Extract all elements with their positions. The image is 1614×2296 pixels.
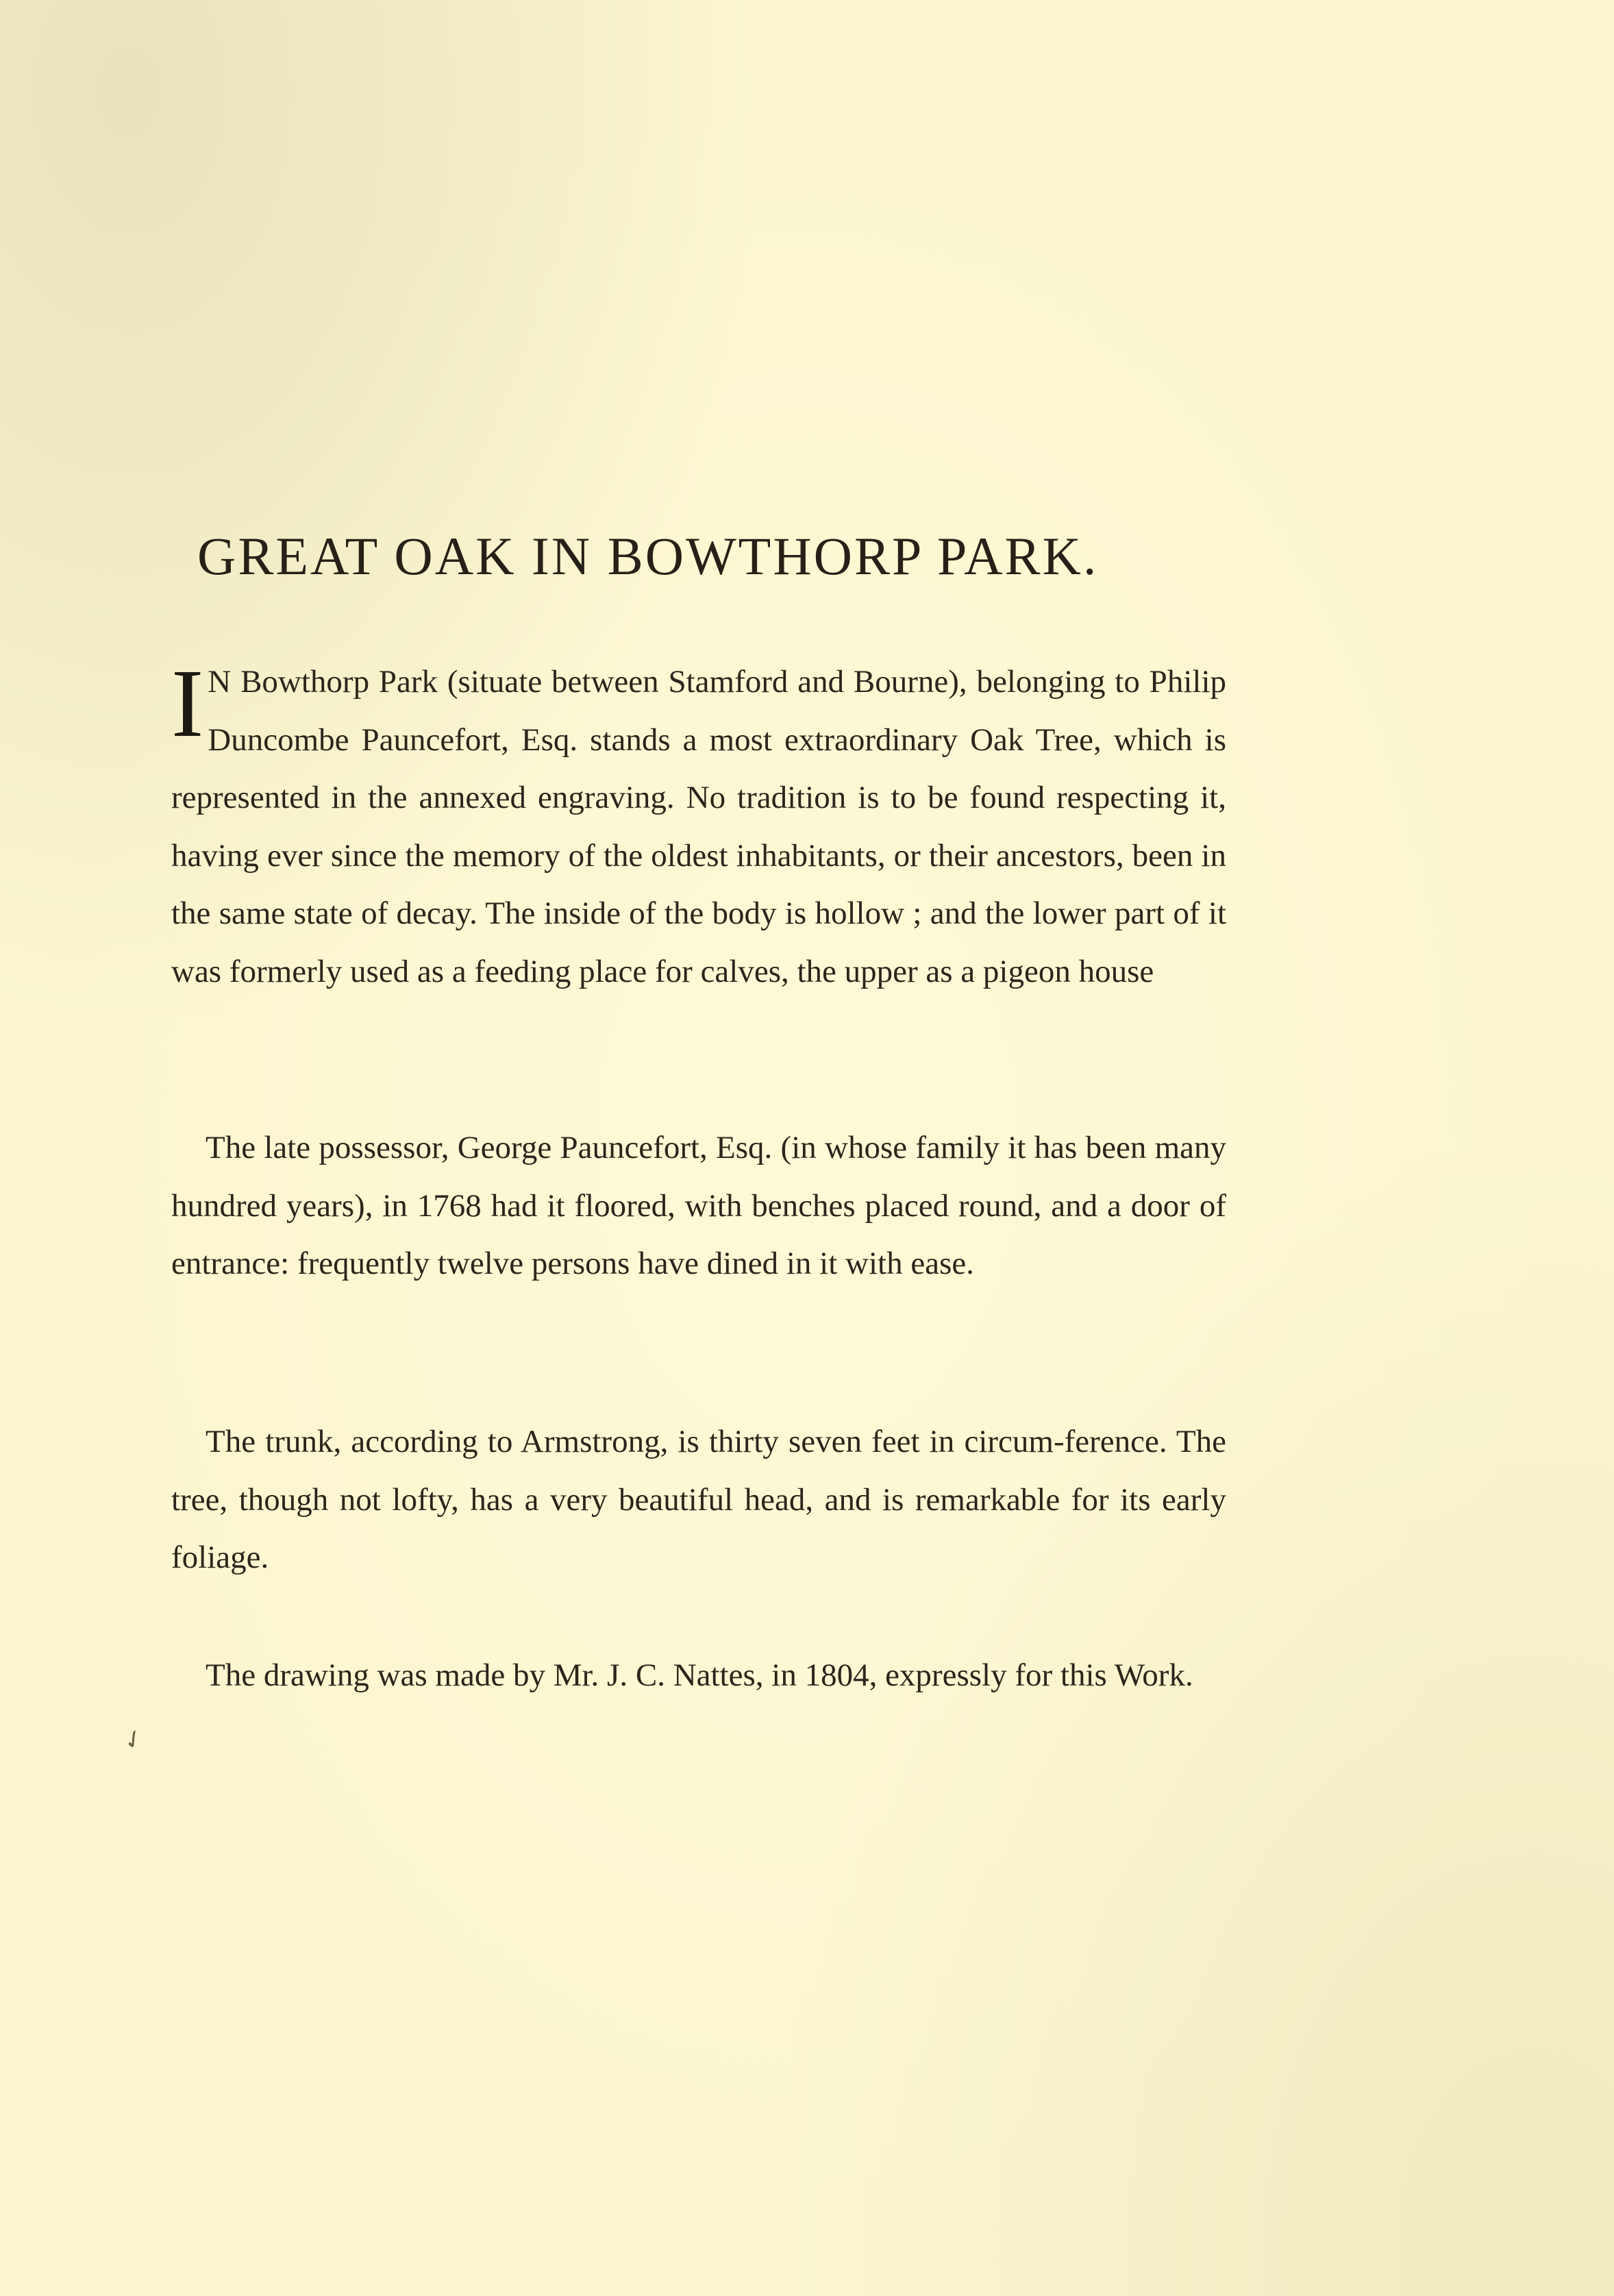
page-title: GREAT OAK IN BOWTHORP PARK.	[197, 526, 1099, 586]
drop-cap: I	[171, 649, 204, 757]
paragraph-4: The drawing was made by Mr. J. C. Nattes, in 1804, expressly for this Work.	[206, 1657, 1193, 1693]
paragraph-1	[171, 649, 1226, 1000]
paragraph-1-text: N Bowthorp Park (situate between Stamford and Bourne), belonging to Philip Duncombe Pauncefort, Esq. stands a most extraordinary Oak Tree, which is represented in the annexed engraving. No tradition is to be found respecting it, having ever since the memory of the oldest inhabitants, or their ancestors, been in the same state of decay. The inside of the body is hollow ; and the lower part of it was formerly used as a feeding place for calves, the upper as a pigeon house	[171, 664, 1226, 989]
margin-mark-icon: ✓	[118, 1723, 150, 1757]
paragraph-2: The late possessor, George Pauncefort, Esq. (in whose family it has been many hundred years), in 1768 had it floored, with benches placed round, and a door of entrance: frequently twelve persons have dined in it with ease.	[171, 1130, 1226, 1281]
paragraph-3: The trunk, according to Armstrong, is thirty seven feet in circum-ference. The tree, though not lofty, has a very beautiful head, and is remarkable for its early foliage.	[171, 1424, 1226, 1575]
